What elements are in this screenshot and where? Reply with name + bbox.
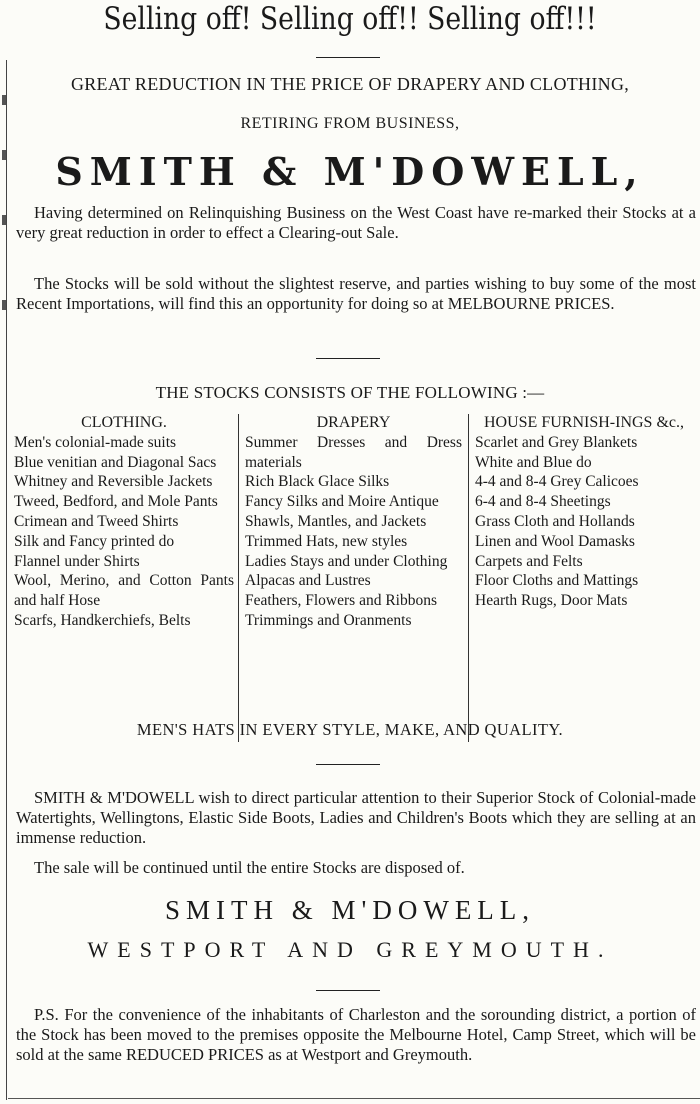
column-divider: [238, 414, 239, 742]
list-item: Wool, Merino, and Cotton Pants and half Hose: [14, 572, 234, 610]
list-item: Ladies Stays and under Clothing: [245, 552, 448, 570]
edge-mark: [2, 300, 6, 310]
firm-name: SMITH & M'DOWELL,: [55, 149, 645, 194]
list-item: 6-4 and 8-4 Sheetings: [475, 493, 611, 511]
attention-paragraph-1-text: SMITH & M'DOWELL wish to direct particular attention to their Superior Stock of Colonial-made Watertights, Wellingtons, Elastic Side Boots, Ladies and Children's Boots which they are selling at an immense reduction.: [16, 788, 696, 847]
edge-mark: [2, 95, 6, 105]
headline: Selling off! Selling off!! Selling off!!!: [103, 1, 597, 37]
edge-mark: [2, 215, 6, 225]
list-item: Blue venitian and Diagonal Sacs: [14, 453, 217, 471]
closing-firm-name: SMITH & M'DOWELL,: [164, 895, 536, 925]
attention-paragraph-2-text: The sale will be continued until the entire Stocks are disposed of.: [34, 858, 465, 877]
list-item: Carpets and Felts: [475, 552, 583, 570]
drapery-heading: DRAPERY: [316, 414, 391, 431]
clothing-column: [14, 413, 234, 631]
list-item: Floor Cloths and Mattings: [475, 572, 639, 590]
attention-paragraph-1: [16, 788, 696, 852]
drapery-column: [245, 413, 462, 631]
column-divider: [468, 414, 469, 742]
bottom-rule: [8, 1098, 700, 1099]
list-item: 4-4 and 8-4 Grey Calicoes: [475, 473, 639, 491]
list-item: Summer Dresses and Dress materials: [245, 433, 462, 471]
list-item: Shawls, Mantles, and Jackets: [245, 512, 427, 530]
list-item: Grass Cloth and Hollands: [475, 512, 635, 530]
great-reduction-line: GREAT REDUCTION IN THE PRICE OF DRAPERY AND CLOTHING,: [70, 74, 630, 94]
list-item: Rich Black Glace Silks: [245, 473, 390, 491]
divider-rule: [316, 358, 380, 359]
list-item: Scarfs, Handkerchiefs, Belts: [14, 611, 191, 629]
divider-rule: [316, 990, 380, 991]
clothing-heading: CLOTHING.: [81, 414, 167, 431]
list-item: Men's colonial-made suits: [14, 433, 177, 451]
list-item: Scarlet and Grey Blankets: [475, 433, 638, 451]
list-item: Silk and Fancy printed do: [14, 532, 175, 550]
divider-rule: [316, 57, 380, 58]
list-item: Linen and Wool Damasks: [475, 532, 635, 550]
list-item: Flannel under Shirts: [14, 552, 140, 570]
postscript-paragraph: [16, 1005, 696, 1089]
list-item: Feathers, Flowers and Ribbons: [245, 592, 438, 610]
divider-rule: [316, 764, 380, 765]
intro-paragraph-2-text: The Stocks will be sold without the slightest reserve, and parties wishing to buy some of the most Recent Importations, will find this an opportunity for doing so at MELBOURNE PRICES.: [16, 274, 696, 313]
postscript-text: P.S. For the convenience of the inhabitants of Charleston and the sorounding district, a portion of the Stock has been moved to the premises opposite the Melbourne Hotel, Camp Street, which will be sold at the same REDUCED PRICES as at Westport and Greymouth.: [16, 1005, 696, 1064]
intro-paragraph-2: [16, 274, 696, 336]
house-furnishings-column: [475, 413, 693, 611]
list-item: Alpacas and Lustres: [245, 572, 371, 590]
mens-hats-line: MEN'S HATS IN EVERY STYLE, MAKE, AND QUALITY.: [136, 720, 564, 739]
retiring-line: RETIRING FROM BUSINESS,: [240, 115, 460, 132]
list-item: White and Blue do: [475, 453, 592, 471]
list-item: Tweed, Bedford, and Mole Pants: [14, 493, 218, 511]
intro-paragraph-1: [16, 203, 696, 245]
house-furnishings-heading: HOUSE FURNISH-INGS &c.,: [483, 414, 684, 431]
intro-paragraph-1-text: Having determined on Relinquishing Business on the West Coast have re-marked their Stocks at a very great reduction in order to effect a Clearing-out Sale.: [16, 203, 696, 242]
stocks-heading: THE STOCKS CONSISTS OF THE FOLLOWING :—: [155, 383, 545, 402]
list-item: Hearth Rugs, Door Mats: [475, 592, 628, 610]
list-item: Trimmings and Oranments: [245, 611, 412, 629]
list-item: Trimmed Hats, new styles: [245, 532, 408, 550]
list-item: Fancy Silks and Moire Antique: [245, 493, 439, 511]
list-item: Crimean and Tweed Shirts: [14, 512, 179, 530]
list-item: Whitney and Reversible Jackets: [14, 473, 213, 491]
attention-paragraph-2: [16, 858, 696, 880]
cities-line: WESTPORT AND GREYMOUTH.: [87, 937, 613, 962]
